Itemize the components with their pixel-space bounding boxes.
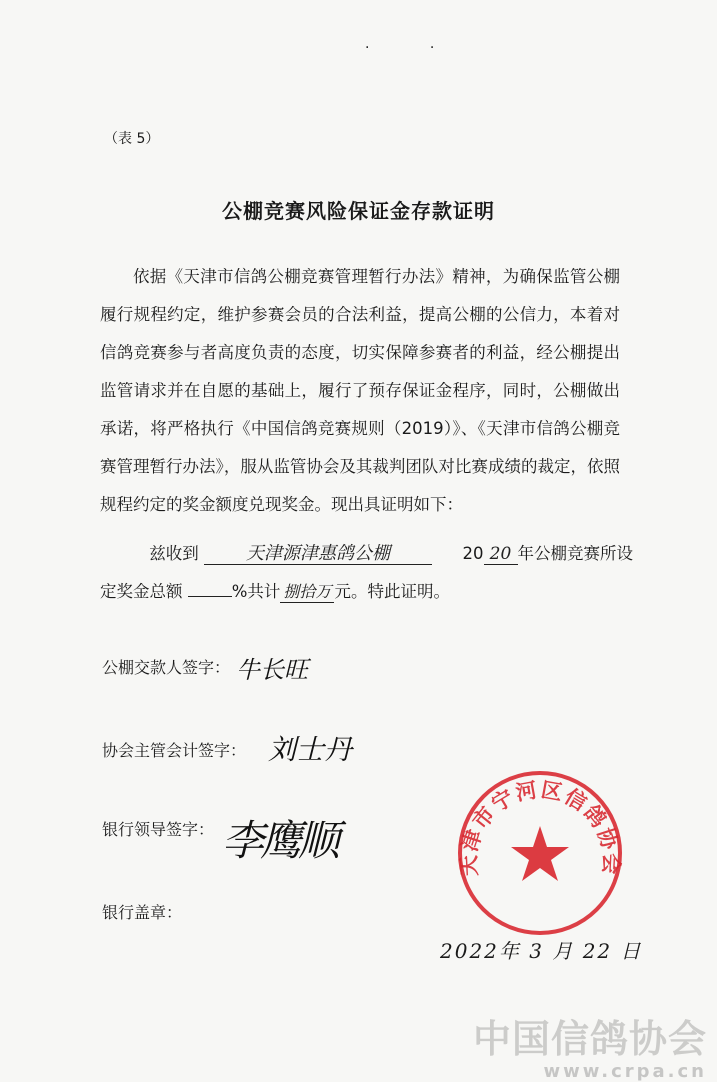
receipt-line-1 [100,540,640,565]
signing-date: 2022年 3 月 22 日 [440,939,643,963]
receipt-line-2 [100,578,640,603]
accountant-signature: 刘士丹 [268,733,353,766]
receipt-suffix: 年公棚竞赛所设 [517,544,633,563]
header-dots: . . [365,36,463,52]
bank-stamp-label: 银行盖章： [102,903,183,922]
receipt-prefix: 兹收到 [149,544,199,563]
percent-field [188,596,232,597]
total-prefix: 定奖金总额 [100,582,183,601]
loft-payer-signature: 牛长旺 [236,656,308,684]
body-paragraph: 依据《天津市信鸽公棚竞赛管理暂行办法》精神，为确保监管公棚履行规程约定，维护参赛会员的合法利益，提高公棚的公信力，本着对信鸽竞赛参与者高度负责的态度，切实保障参赛者的利益，经公棚提出监管请求并在自愿的基础上，履行了预存保证金程序，同时，公棚做出承诺，将严格执行《中国信鸽竞赛规则（2019）》、《天津市信鸽公棚竞赛管理暂行办法》，服从监管协会及其裁判团队对比赛成绩的裁定，依照规程约定的奖金额度兑现奖金。现出具证明如下： [100,267,620,514]
year-field: 20 [484,544,518,565]
watermark-url: www.crpa.cn [543,1061,707,1082]
loft-name-field: 天津源津惠鸽公棚 [204,544,432,565]
form-number: （表 5） [104,131,160,147]
year-prefix: 20 [462,544,484,563]
total-mid: %共计 [231,582,281,601]
total-suffix: 元。特此证明。 [334,582,450,601]
bank-leader-signature: 李鹰顺 [222,816,337,865]
amount-field: 捌拾万 [280,582,334,603]
bank-leader-label: 银行领导签字： [102,820,215,839]
accountant-label: 协会主管会计签字： [102,741,247,760]
seal-star-icon [511,826,569,881]
watermark [473,1008,707,1082]
loft-payer-label: 公棚交款人签字： [102,658,231,677]
document-title: 公棚竞赛风险保证金存款证明 [222,199,495,223]
watermark-name: 中国信鸽协会 [472,1017,707,1061]
association-seal [455,768,625,938]
seal-text: 天津市宁河区信鸽协会 [456,777,624,877]
